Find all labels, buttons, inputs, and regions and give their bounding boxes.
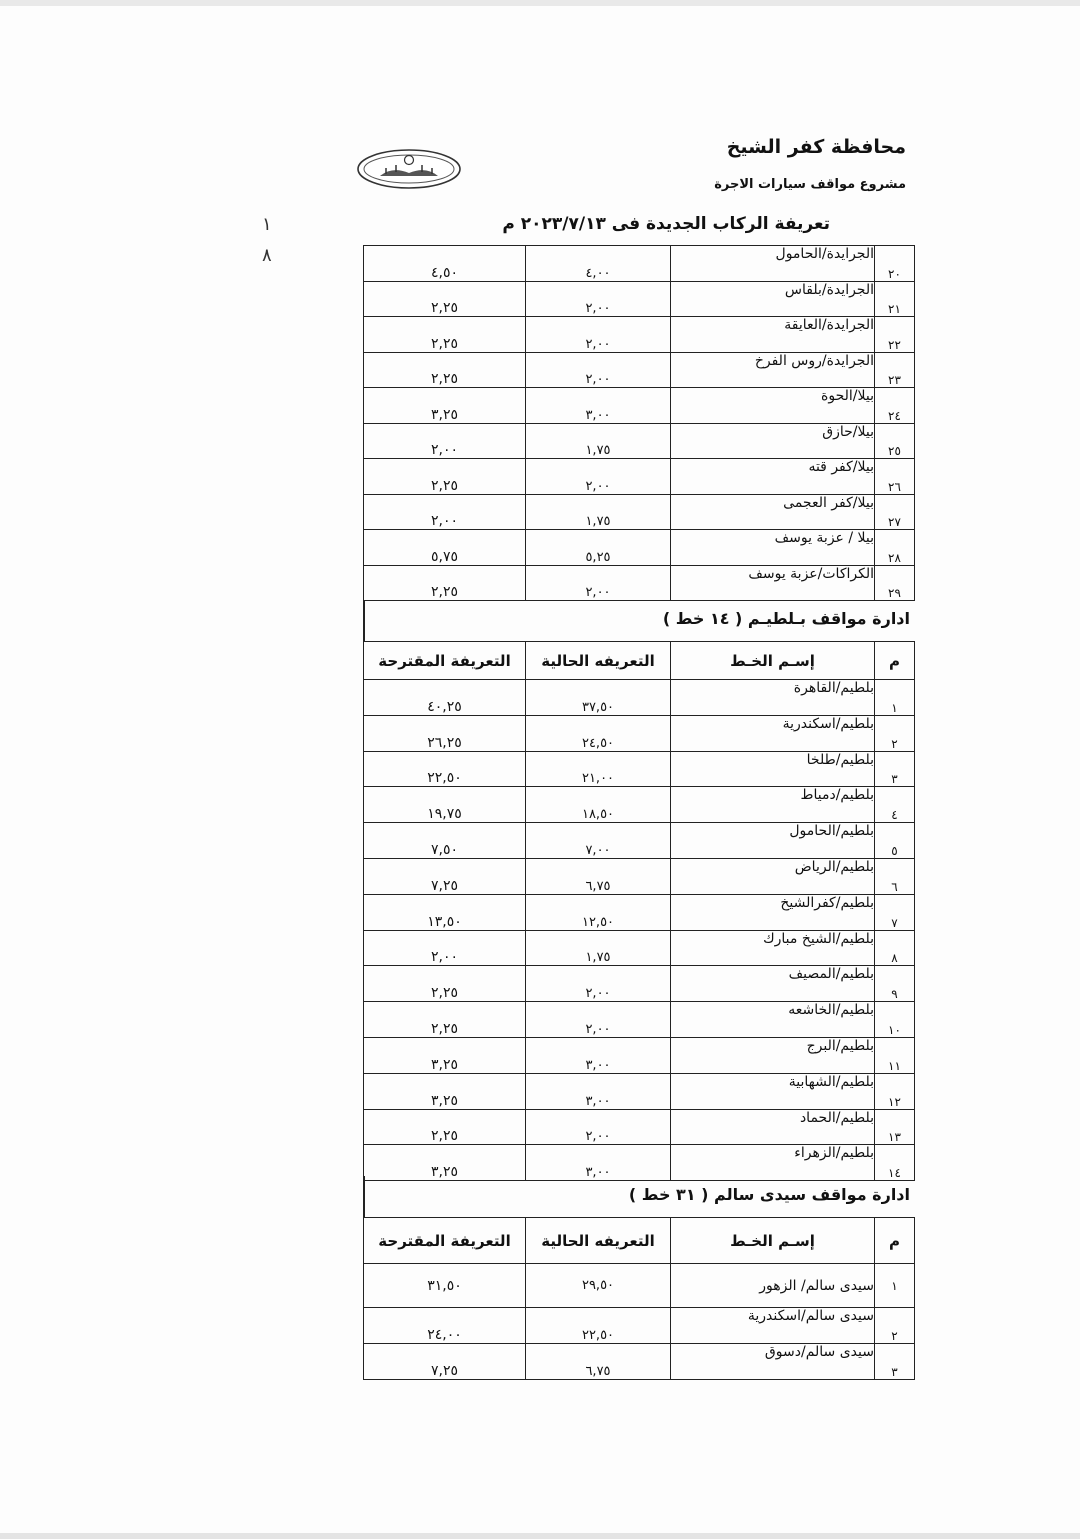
proposed-fare: ٢,٢٥	[364, 565, 526, 601]
current-fare: ١,٧٥	[526, 423, 671, 459]
line-name: بلطيم/الشهابية	[671, 1073, 875, 1109]
table-row	[364, 787, 915, 823]
proposed-fare: ٢,٢٥	[364, 281, 526, 317]
row-number: ٢٧	[875, 494, 915, 530]
current-fare: ٢,٠٠	[526, 459, 671, 495]
proposed-fare: ٢٢,٥٠	[364, 751, 526, 787]
proposed-fare: ٧,٢٥	[364, 858, 526, 894]
current-fare: ٢,٠٠	[526, 281, 671, 317]
line-name: الجرايدة/روس الفرخ	[671, 352, 875, 388]
line-name: سيدى سالم/ الزهور	[671, 1264, 875, 1308]
table-row	[364, 530, 915, 566]
section-title-sidi-salem: ادارة مواقف سيدى سالم ( ٣١ خط )	[628, 1185, 910, 1204]
proposed-fare: ٢٦,٢٥	[364, 715, 526, 751]
line-name: بلطيم/الحامول	[671, 823, 875, 859]
table-row	[364, 751, 915, 787]
row-number: ١	[875, 1264, 915, 1308]
row-number: ١٤	[875, 1145, 915, 1181]
section-divider	[363, 1176, 365, 1217]
column-header-line: إسـم الخـط	[671, 1218, 875, 1264]
table-row	[364, 565, 915, 601]
proposed-fare: ٢,٠٠	[364, 930, 526, 966]
current-fare: ٢٩,٥٠	[526, 1264, 671, 1308]
current-fare: ٥,٢٥	[526, 530, 671, 566]
line-name: بلطيم/دمياط	[671, 787, 875, 823]
table-row	[364, 680, 915, 716]
table-row	[364, 317, 915, 353]
table-row	[364, 352, 915, 388]
scan-edge-bottom	[0, 1533, 1080, 1539]
line-name: بلطيم/المصيف	[671, 966, 875, 1002]
governorate-name: محافظة كفر الشيخ	[726, 136, 906, 158]
row-number: ٢٣	[875, 352, 915, 388]
row-number: ٢	[875, 1308, 915, 1344]
proposed-fare: ١٣,٥٠	[364, 894, 526, 930]
line-name: بيلا / عزبة يوسف	[671, 530, 875, 566]
current-fare: ٣,٠٠	[526, 1073, 671, 1109]
table-row	[364, 1002, 915, 1038]
table-row	[364, 1037, 915, 1073]
current-fare: ٣٧,٥٠	[526, 680, 671, 716]
document-title: تعريفة الركاب الجديدة فى ٢٠٢٣/٧/١٣ م	[502, 214, 830, 234]
current-fare: ٢٢,٥٠	[526, 1308, 671, 1344]
table-row	[364, 1145, 915, 1181]
current-fare: ٤,٠٠	[526, 246, 671, 282]
row-number: ١٣	[875, 1109, 915, 1145]
row-number: ٣	[875, 1344, 915, 1380]
margin-note: ٨	[262, 245, 272, 266]
section-title-baltim: ادارة مواقف بـلطيـم ( ١٤ خط )	[662, 609, 910, 628]
line-name: بلطيم/اسكندرية	[671, 715, 875, 751]
line-name: بلطيم/القاهرة	[671, 680, 875, 716]
row-number: ٢	[875, 715, 915, 751]
table-row	[364, 1073, 915, 1109]
column-header-proposed: التعريفة المقترحة	[364, 642, 526, 680]
table-row	[364, 1344, 915, 1380]
proposed-fare: ٧,٢٥	[364, 1344, 526, 1380]
proposed-fare: ٢٤,٠٠	[364, 1308, 526, 1344]
section-divider	[363, 600, 365, 641]
row-number: ٧	[875, 894, 915, 930]
line-name: الجرايدة/العايقة	[671, 317, 875, 353]
row-number: ٢٠	[875, 246, 915, 282]
current-fare: ١٢,٥٠	[526, 894, 671, 930]
line-name: بلطيم/الرياض	[671, 858, 875, 894]
line-name: بيلا/الحوة	[671, 388, 875, 424]
row-number: ١	[875, 680, 915, 716]
row-number: ١٢	[875, 1073, 915, 1109]
line-name: بلطيم/الخاشعه	[671, 1002, 875, 1038]
proposed-fare: ٣,٢٥	[364, 1145, 526, 1181]
current-fare: ٢,٠٠	[526, 966, 671, 1002]
line-name: بلطيم/كفرالشيخ	[671, 894, 875, 930]
table-header-row	[364, 1218, 915, 1264]
row-number: ٣	[875, 751, 915, 787]
table-row	[364, 966, 915, 1002]
margin-note: ١	[262, 214, 272, 235]
column-header-current: التعريفه الحالية	[526, 1218, 671, 1264]
row-number: ٨	[875, 930, 915, 966]
current-fare: ٢,٠٠	[526, 352, 671, 388]
table-row	[364, 281, 915, 317]
proposed-fare: ٢,٢٥	[364, 352, 526, 388]
table-row	[364, 1264, 915, 1308]
table-row	[364, 388, 915, 424]
line-name: بلطيم/الزهراء	[671, 1145, 875, 1181]
current-fare: ١٨,٥٠	[526, 787, 671, 823]
line-name: بلطيم/طلخا	[671, 751, 875, 787]
column-header-current: التعريفه الحالية	[526, 642, 671, 680]
line-name: بيلا/حازق	[671, 423, 875, 459]
row-number: ١٠	[875, 1002, 915, 1038]
fare-table-sidi-salem	[363, 1217, 915, 1380]
line-name: بيلا/كفر قته	[671, 459, 875, 495]
current-fare: ٢,٠٠	[526, 565, 671, 601]
line-name: سيدى سالم/دسوق	[671, 1344, 875, 1380]
current-fare: ٢٤,٥٠	[526, 715, 671, 751]
current-fare: ٣,٠٠	[526, 1037, 671, 1073]
column-header-number: م	[875, 642, 915, 680]
proposed-fare: ٢,٢٥	[364, 317, 526, 353]
current-fare: ٢,٠٠	[526, 1002, 671, 1038]
scan-edge-top	[0, 0, 1080, 6]
current-fare: ٧,٠٠	[526, 823, 671, 859]
current-fare: ٣,٠٠	[526, 388, 671, 424]
current-fare: ٢١,٠٠	[526, 751, 671, 787]
line-name: الكراكات/عزبة يوسف	[671, 565, 875, 601]
table-row	[364, 1308, 915, 1344]
table-row	[364, 423, 915, 459]
proposed-fare: ٣,٢٥	[364, 388, 526, 424]
table-row	[364, 715, 915, 751]
line-name: بلطيم/البرج	[671, 1037, 875, 1073]
proposed-fare: ٢,٠٠	[364, 494, 526, 530]
column-header-proposed: التعريفة المقترحة	[364, 1218, 526, 1264]
proposed-fare: ٥,٧٥	[364, 530, 526, 566]
line-name: بيلا/كفر العجمى	[671, 494, 875, 530]
proposed-fare: ٢,٠٠	[364, 423, 526, 459]
column-header-number: م	[875, 1218, 915, 1264]
proposed-fare: ٧,٥٠	[364, 823, 526, 859]
row-number: ٦	[875, 858, 915, 894]
project-name: مشروع مواقف سيارات الاجرة	[714, 177, 906, 192]
proposed-fare: ٤,٥٠	[364, 246, 526, 282]
governorate-logo	[356, 148, 462, 190]
row-number: ٥	[875, 823, 915, 859]
table-row	[364, 494, 915, 530]
proposed-fare: ٣,٢٥	[364, 1037, 526, 1073]
proposed-fare: ١٩,٧٥	[364, 787, 526, 823]
current-fare: ٣,٠٠	[526, 1145, 671, 1181]
current-fare: ١,٧٥	[526, 930, 671, 966]
line-name: الجرايدة/بلقاس	[671, 281, 875, 317]
row-number: ٢٩	[875, 565, 915, 601]
proposed-fare: ٢,٢٥	[364, 1002, 526, 1038]
proposed-fare: ٢,٢٥	[364, 1109, 526, 1145]
current-fare: ٦,٧٥	[526, 858, 671, 894]
line-name: بلطيم/الشيخ مبارك	[671, 930, 875, 966]
proposed-fare: ٣١,٥٠	[364, 1264, 526, 1308]
current-fare: ٢,٠٠	[526, 1109, 671, 1145]
table-row	[364, 823, 915, 859]
table-row	[364, 246, 915, 282]
fare-table-continued	[363, 245, 915, 601]
row-number: ٢٨	[875, 530, 915, 566]
proposed-fare: ٢,٢٥	[364, 966, 526, 1002]
table-row	[364, 930, 915, 966]
row-number: ٢٤	[875, 388, 915, 424]
table-row	[364, 894, 915, 930]
proposed-fare: ٣,٢٥	[364, 1073, 526, 1109]
line-name: سيدى سالم/اسكندرية	[671, 1308, 875, 1344]
column-header-line: إسـم الخـط	[671, 642, 875, 680]
row-number: ٤	[875, 787, 915, 823]
table-row	[364, 1109, 915, 1145]
current-fare: ٢,٠٠	[526, 317, 671, 353]
table-header-row	[364, 642, 915, 680]
row-number: ٩	[875, 966, 915, 1002]
fare-table-baltim	[363, 641, 915, 1181]
row-number: ٢٢	[875, 317, 915, 353]
current-fare: ١,٧٥	[526, 494, 671, 530]
line-name: الجرايدة/الحامول	[671, 246, 875, 282]
row-number: ٢٦	[875, 459, 915, 495]
proposed-fare: ٢,٢٥	[364, 459, 526, 495]
line-name: بلطيم/الحماد	[671, 1109, 875, 1145]
row-number: ١١	[875, 1037, 915, 1073]
table-row	[364, 858, 915, 894]
proposed-fare: ٤٠,٢٥	[364, 680, 526, 716]
row-number: ٢١	[875, 281, 915, 317]
table-row	[364, 459, 915, 495]
current-fare: ٦,٧٥	[526, 1344, 671, 1380]
row-number: ٢٥	[875, 423, 915, 459]
